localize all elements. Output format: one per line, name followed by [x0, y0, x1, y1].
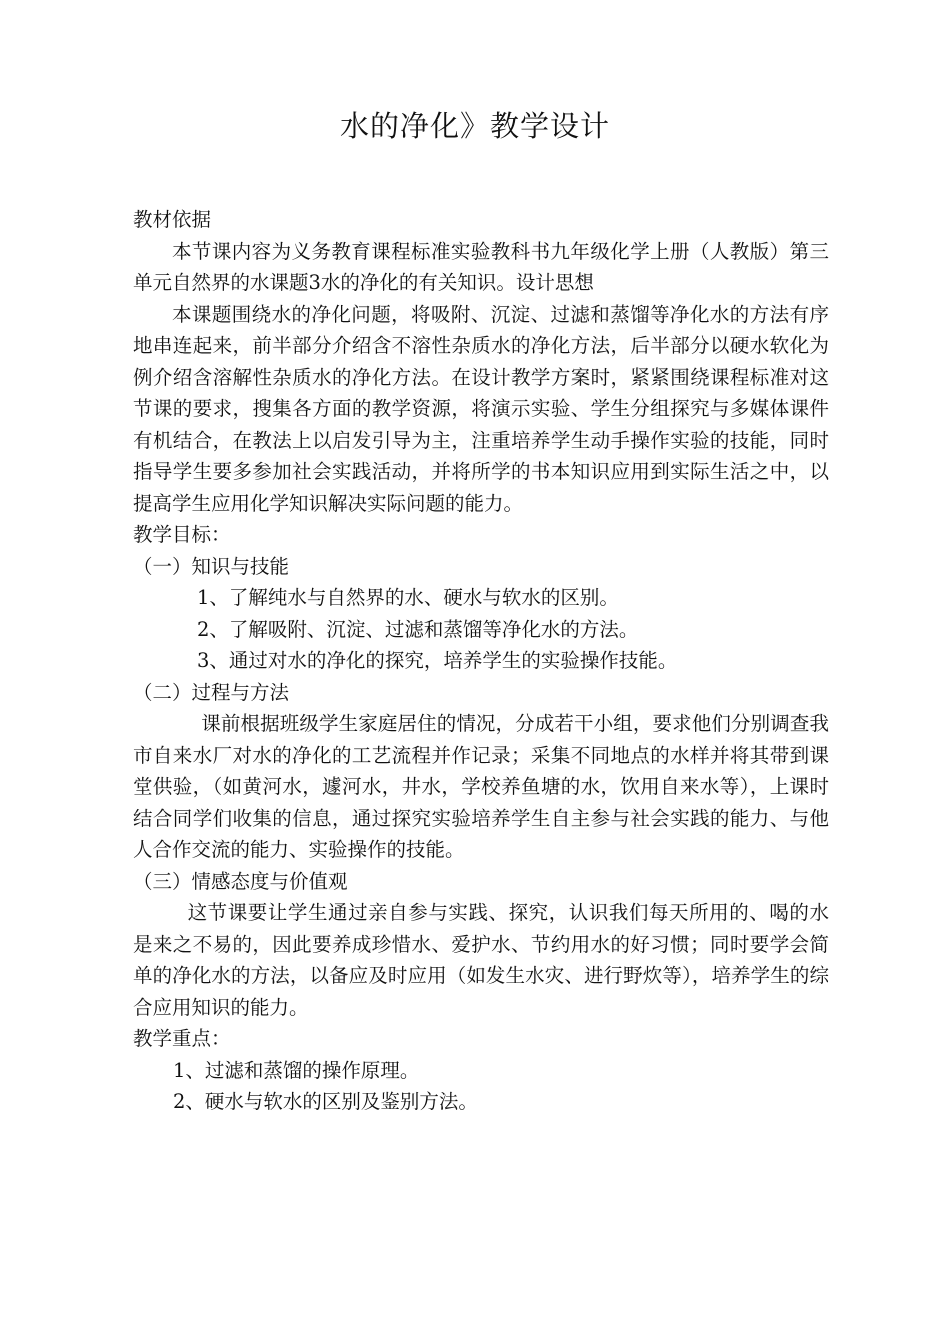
section-heading-objectives: 教学目标： — [133, 523, 231, 546]
list-item: 3、通过对水的净化的探究，培养学生的实验操作技能。 — [197, 649, 678, 672]
list-item: 1、过滤和蒸馏的操作原理。 — [173, 1058, 420, 1082]
document-body — [133, 204, 829, 1118]
list-item: 2、硬水与软水的区别及鉴别方法。 — [173, 1090, 478, 1113]
page-title: 水的净化》教学设计 — [339, 109, 610, 143]
section-heading-material-basis: 教材依据 — [133, 208, 212, 231]
paragraph-material-basis: 本节课内容为义务教育课程标准实验教科书九年级化学上册（人教版）第三单元自然界的水课题3水的净化的有关知识。设计思想 — [133, 239, 829, 294]
paragraph-attitude-values: 这节课要让学生通过亲自参与实践、探究，认识我们每天所用的、喝的水是来之不易的，因此要养成珍惜水、爱护水、节约用水的好习惯；同时要学会简单的净化水的方法，以备应及时应用（如发生水灾、进行野炊等），培养学生的综合应用知识的能力。 — [133, 901, 829, 1019]
subheading-attitude-values: （三）情感态度与价值观 — [133, 869, 348, 893]
subheading-knowledge-skills: （一）知识与技能 — [133, 554, 290, 578]
paragraph-design-idea: 本课题围绕水的净化问题，将吸附、沉淀、过滤和蒸馏等净化水的方法有序地串连起来，前半部分介绍含不溶性杂质水的净化方法，后半部分以硬水软化为例介绍含溶解性杂质水的净化方法。在设计教学方案时，紧紧围绕课程标准对这节课的要求，搜集各方面的教学资源，将演示实验、学生分组探究与多媒体课件有机结合，在教法上以启发引导为主，注重培养学生动手操作实验的技能，同时指导学生要多参加社会实践活动，并将所学的书本知识应用到实际生活之中，以提高学生应用化学知识解决实际问题的能力。 — [133, 302, 829, 515]
list-item: 2、了解吸附、沉淀、过滤和蒸馏等净化水的方法。 — [197, 617, 639, 641]
list-item: 1、了解纯水与自然界的水、硬水与软水的区别。 — [197, 586, 619, 609]
section-heading-key-points: 教学重点： — [133, 1027, 231, 1050]
subheading-process-methods: （二）过程与方法 — [133, 680, 290, 704]
paragraph-process-methods: 课前根据班级学生家庭居住的情况，分成若干小组，要求他们分别调查我市自来水厂对水的净化的工艺流程并作记录；采集不同地点的水样并将其带到课堂供验，（如黄河水，遽河水，井水，学校养鱼塘的水，饮用自来水等），上课时结合同学们收集的信息，通过探究实验培养学生自主参与社会实践的能力、与他人合作交流的能力、实验操作的技能。 — [133, 712, 829, 861]
